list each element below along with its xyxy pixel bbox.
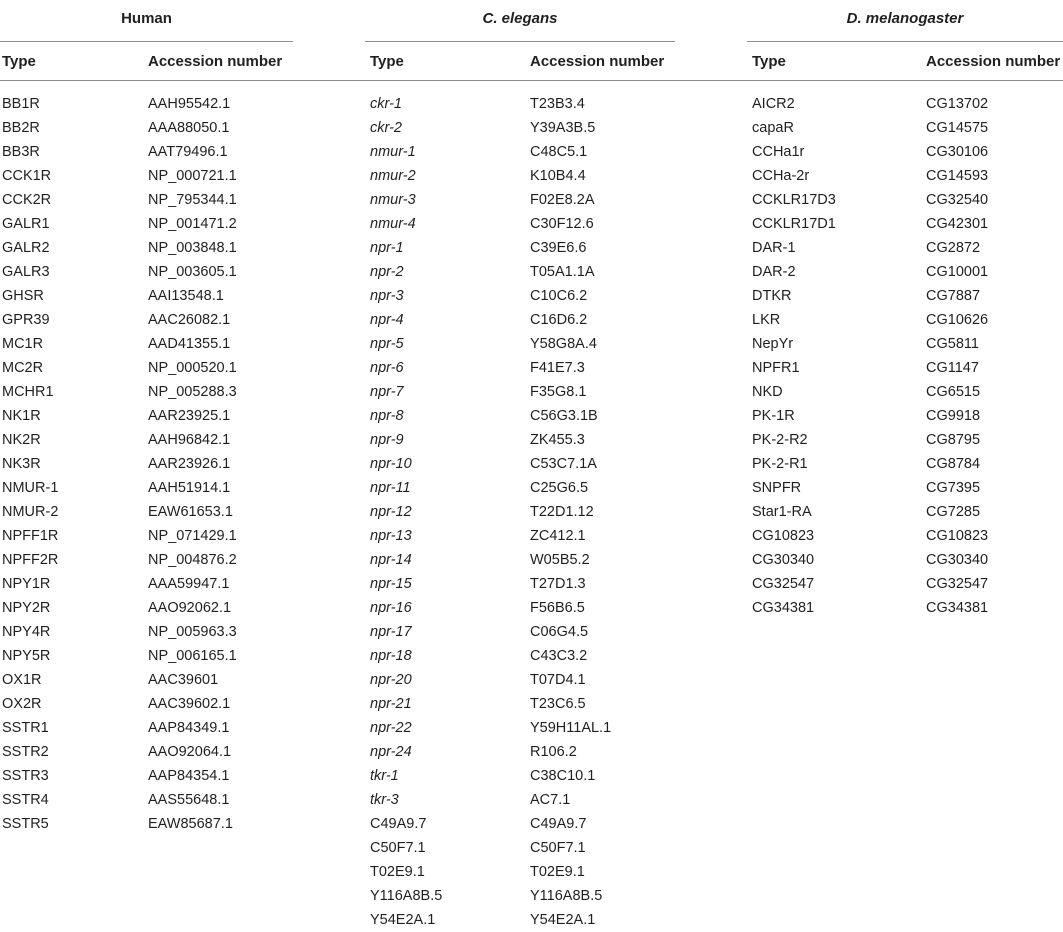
- accession-number-cell: NP_005288.3: [148, 384, 237, 400]
- receptor-type-cell: NPFF1R: [2, 528, 59, 544]
- accession-number-cell: AAP84354.1: [148, 768, 230, 784]
- receptor-type-cell: NPY4R: [2, 624, 51, 640]
- accession-number-cell: CG7887: [926, 288, 981, 304]
- accession-number-cell: NP_005963.3: [148, 624, 237, 640]
- accession-number-cell: EAW61653.1: [148, 504, 233, 520]
- receptor-type-cell: NK3R: [2, 456, 41, 472]
- accession-number-cell: C16D6.2: [530, 312, 588, 328]
- accession-number-cell: Y54E2A.1: [530, 912, 596, 928]
- receptor-type-cell: NepYr: [752, 336, 794, 352]
- accession-number-cell: AAA59947.1: [148, 576, 230, 592]
- receptor-type-cell: SSTR5: [2, 816, 49, 832]
- receptor-type-cell: PK-1R: [752, 408, 795, 424]
- accession-column-d-melanogaster: [926, 92, 988, 620]
- accession-number-cell: F35G8.1: [530, 384, 587, 400]
- receptor-type-cell: GALR1: [2, 216, 50, 232]
- receptor-type-cell: NPY2R: [2, 600, 51, 616]
- accession-number-cell: AAH51914.1: [148, 480, 231, 496]
- group-header-d-melanogaster: D. melanogaster: [846, 10, 964, 27]
- receptor-type-cell: npr-3: [370, 288, 404, 304]
- receptor-type-cell: npr-5: [370, 336, 404, 352]
- receptor-type-cell: CG32547: [752, 576, 815, 592]
- receptor-type-cell: npr-20: [370, 672, 412, 688]
- accession-number-cell: AAH96842.1: [148, 432, 231, 448]
- accession-number-cell: C56G3.1B: [530, 408, 598, 424]
- type-column-c-elegans: [370, 92, 442, 932]
- receptor-type-cell: CG34381: [752, 600, 815, 616]
- receptor-type-cell: C50F7.1: [370, 840, 426, 856]
- receptor-type-cell: npr-21: [370, 696, 412, 712]
- receptor-type-cell: nmur-1: [370, 144, 416, 160]
- accession-number-cell: CG8795: [926, 432, 981, 448]
- accession-number-cell: AAR23926.1: [148, 456, 231, 472]
- receptor-type-cell: GALR2: [2, 240, 50, 256]
- type-column-human: [2, 92, 58, 836]
- receptor-type-cell: PK-2-R1: [752, 456, 808, 472]
- accession-number-cell: C25G6.5: [530, 480, 589, 496]
- accession-number-cell: CG14593: [926, 168, 989, 184]
- accession-number-cell: CG9918: [926, 408, 981, 424]
- receptor-type-cell: nmur-3: [370, 192, 416, 208]
- accession-number-cell: CG13702: [926, 96, 989, 112]
- accession-number-cell: W05B5.2: [530, 552, 590, 568]
- receptor-type-cell: Y54E2A.1: [370, 912, 436, 928]
- receptor-type-cell: SNPFR: [752, 480, 802, 496]
- receptor-type-cell: npr-13: [370, 528, 412, 544]
- receptor-type-cell: NPFF2R: [2, 552, 59, 568]
- receptor-type-cell: capaR: [752, 120, 794, 136]
- receptor-type-cell: CG10823: [752, 528, 815, 544]
- receptor-type-cell: CG30340: [752, 552, 815, 568]
- receptor-type-cell: SSTR3: [2, 768, 49, 784]
- accession-number-cell: AAO92062.1: [148, 600, 232, 616]
- receptor-type-cell: npr-14: [370, 552, 412, 568]
- accession-number-cell: CG8784: [926, 456, 981, 472]
- column-header-accession: Accession number: [926, 53, 1061, 70]
- receptor-type-cell: npr-2: [370, 264, 404, 280]
- accession-number-cell: CG10001: [926, 264, 989, 280]
- accession-number-cell: NP_006165.1: [148, 648, 237, 664]
- accession-number-cell: CG30340: [926, 552, 989, 568]
- receptor-type-cell: npr-11: [370, 480, 411, 496]
- accession-number-cell: NP_003848.1: [148, 240, 237, 256]
- receptor-type-cell: BB2R: [2, 120, 40, 136]
- accession-number-cell: AAC39602.1: [148, 696, 231, 712]
- accession-number-cell: AAS55648.1: [148, 792, 230, 808]
- accession-number-cell: NP_000721.1: [148, 168, 237, 184]
- receptor-type-cell: npr-8: [370, 408, 404, 424]
- accession-number-cell: CG10626: [926, 312, 989, 328]
- accession-number-cell: C48C5.1: [530, 144, 588, 160]
- accession-number-cell: AAD41355.1: [148, 336, 231, 352]
- column-header-accession: Accession number: [530, 53, 665, 70]
- accession-number-cell: T05A1.1A: [530, 264, 595, 280]
- receptor-type-cell: NK2R: [2, 432, 41, 448]
- accession-number-cell: NP_000520.1: [148, 360, 237, 376]
- group-rule-human: [0, 41, 293, 42]
- accession-number-cell: AAP84349.1: [148, 720, 230, 736]
- accession-number-cell: C49A9.7: [530, 816, 587, 832]
- receptor-type-cell: MCHR1: [2, 384, 54, 400]
- accession-number-cell: F56B6.5: [530, 600, 585, 616]
- receptor-type-cell: npr-7: [370, 384, 404, 400]
- accession-number-cell: CG6515: [926, 384, 981, 400]
- receptor-type-cell: npr-12: [370, 504, 412, 520]
- accession-number-cell: NP_004876.2: [148, 552, 237, 568]
- column-header-accession: Accession number: [148, 53, 283, 70]
- receptor-type-cell: ckr-1: [370, 96, 402, 112]
- accession-number-cell: Y59H11AL.1: [530, 720, 612, 736]
- receptor-type-cell: tkr-3: [370, 792, 399, 808]
- receptor-type-cell: CCKLR17D3: [752, 192, 836, 208]
- accession-number-cell: AAC39601: [148, 672, 219, 688]
- receptor-type-cell: npr-9: [370, 432, 404, 448]
- group-rule-c-elegans: [365, 41, 675, 42]
- receptor-type-cell: CCKLR17D1: [752, 216, 836, 232]
- column-header-type: Type: [752, 53, 786, 70]
- receptor-type-cell: tkr-1: [370, 768, 399, 784]
- accession-number-cell: T07D4.1: [530, 672, 586, 688]
- accession-number-cell: R106.2: [530, 744, 577, 760]
- accession-number-cell: CG2872: [926, 240, 981, 256]
- receptor-type-cell: NPY5R: [2, 648, 51, 664]
- accession-number-cell: NP_795344.1: [148, 192, 237, 208]
- accession-number-cell: CG32547: [926, 576, 989, 592]
- accession-number-cell: ZK455.3: [530, 432, 585, 448]
- receptor-type-cell: NMUR-1: [2, 480, 59, 496]
- receptor-type-cell: CCK1R: [2, 168, 52, 184]
- column-header-type: Type: [370, 53, 404, 70]
- accession-number-cell: T22D1.12: [530, 504, 594, 520]
- receptor-type-cell: npr-18: [370, 648, 412, 664]
- receptor-type-cell: NPY1R: [2, 576, 51, 592]
- receptor-type-cell: npr-4: [370, 312, 404, 328]
- receptor-type-cell: OX1R: [2, 672, 42, 688]
- receptor-type-cell: Star1-RA: [752, 504, 812, 520]
- accession-number-cell: EAW85687.1: [148, 816, 233, 832]
- receptor-type-cell: ckr-2: [370, 120, 402, 136]
- accession-number-cell: CG32540: [926, 192, 989, 208]
- receptor-type-cell: LKR: [752, 312, 781, 328]
- type-column-d-melanogaster: [752, 92, 836, 620]
- accession-number-cell: C30F12.6: [530, 216, 594, 232]
- accession-number-cell: Y58G8A.4: [530, 336, 597, 352]
- receptor-type-cell: GHSR: [2, 288, 44, 304]
- accession-number-cell: F02E8.2A: [530, 192, 595, 208]
- accession-number-cell: T27D1.3: [530, 576, 586, 592]
- receptor-type-cell: BB3R: [2, 144, 40, 160]
- accession-number-cell: T23C6.5: [530, 696, 586, 712]
- group-header-human: Human: [121, 10, 172, 27]
- accession-number-cell: NP_071429.1: [148, 528, 237, 544]
- receptor-type-cell: DAR-1: [752, 240, 796, 256]
- accession-number-cell: NP_003605.1: [148, 264, 237, 280]
- accession-number-cell: T23B3.4: [530, 96, 585, 112]
- receptor-type-cell: npr-15: [370, 576, 412, 592]
- accession-number-cell: AAA88050.1: [148, 120, 230, 136]
- receptor-type-cell: C49A9.7: [370, 816, 427, 832]
- receptor-type-cell: NMUR-2: [2, 504, 59, 520]
- accession-number-cell: AAH95542.1: [148, 96, 231, 112]
- receptor-type-cell: nmur-2: [370, 168, 416, 184]
- accession-number-cell: AAO92064.1: [148, 744, 232, 760]
- receptor-type-cell: MC1R: [2, 336, 44, 352]
- receptor-type-cell: NKD: [752, 384, 783, 400]
- accession-number-cell: Y39A3B.5: [530, 120, 596, 136]
- accession-number-cell: K10B4.4: [530, 168, 586, 184]
- accession-number-cell: CG34381: [926, 600, 989, 616]
- accession-number-cell: C50F7.1: [530, 840, 586, 856]
- accession-number-cell: C06G4.5: [530, 624, 589, 640]
- accession-number-cell: AAR23925.1: [148, 408, 231, 424]
- receptor-type-cell: CCHa-2r: [752, 168, 810, 184]
- receptor-type-cell: nmur-4: [370, 216, 416, 232]
- receptor-type-cell: MC2R: [2, 360, 44, 376]
- accession-number-cell: AAC26082.1: [148, 312, 231, 328]
- accession-number-cell: AAT79496.1: [148, 144, 228, 160]
- accession-number-cell: CG7395: [926, 480, 981, 496]
- group-rule-d-melanogaster: [747, 41, 1063, 42]
- receptor-type-cell: npr-24: [370, 744, 412, 760]
- receptor-type-cell: npr-17: [370, 624, 412, 640]
- receptor-type-cell: NK1R: [2, 408, 41, 424]
- receptor-type-cell: npr-22: [370, 720, 412, 736]
- accession-number-cell: AAI13548.1: [148, 288, 224, 304]
- header-rule: [0, 80, 1063, 81]
- accession-number-cell: C10C6.2: [530, 288, 588, 304]
- column-header-type: Type: [2, 53, 36, 70]
- accession-column-c-elegans: [530, 92, 611, 932]
- receptor-type-cell: npr-10: [370, 456, 412, 472]
- receptor-type-cell: OX2R: [2, 696, 42, 712]
- receptor-type-cell: DAR-2: [752, 264, 796, 280]
- accession-number-cell: C53C7.1A: [530, 456, 597, 472]
- receptor-type-cell: npr-1: [370, 240, 404, 256]
- receptor-type-cell: DTKR: [752, 288, 792, 304]
- receptor-type-cell: CCHa1r: [752, 144, 805, 160]
- accession-number-cell: T02E9.1: [530, 864, 585, 880]
- receptor-type-cell: npr-6: [370, 360, 404, 376]
- receptor-type-cell: CCK2R: [2, 192, 52, 208]
- receptor-type-cell: SSTR2: [2, 744, 49, 760]
- receptor-type-cell: Y116A8B.5: [370, 888, 443, 904]
- accession-number-cell: CG10823: [926, 528, 989, 544]
- accession-number-cell: CG42301: [926, 216, 989, 232]
- group-header-c-elegans: C. elegans: [482, 10, 558, 27]
- accession-number-cell: CG7285: [926, 504, 981, 520]
- accession-number-cell: CG1147: [926, 360, 979, 376]
- receptor-type-cell: AICR2: [752, 96, 795, 112]
- receptor-type-cell: SSTR1: [2, 720, 49, 736]
- receptor-type-cell: T02E9.1: [370, 864, 425, 880]
- accession-number-cell: Y116A8B.5: [530, 888, 603, 904]
- receptor-type-cell: BB1R: [2, 96, 40, 112]
- receptor-type-cell: npr-16: [370, 600, 412, 616]
- receptor-type-cell: GPR39: [2, 312, 50, 328]
- receptor-type-cell: NPFR1: [752, 360, 800, 376]
- accession-number-cell: ZC412.1: [530, 528, 586, 544]
- accession-column-human: [148, 92, 237, 836]
- accession-number-cell: CG14575: [926, 120, 989, 136]
- receptor-type-cell: SSTR4: [2, 792, 49, 808]
- accession-number-cell: C38C10.1: [530, 768, 596, 784]
- accession-number-cell: F41E7.3: [530, 360, 585, 376]
- receptor-type-cell: PK-2-R2: [752, 432, 808, 448]
- accession-number-cell: CG30106: [926, 144, 989, 160]
- accession-number-cell: NP_001471.2: [148, 216, 237, 232]
- accession-number-cell: CG5811: [926, 336, 979, 352]
- accession-number-cell: C43C3.2: [530, 648, 588, 664]
- accession-number-cell: AC7.1: [530, 792, 571, 808]
- accession-number-cell: C39E6.6: [530, 240, 587, 256]
- receptor-type-cell: GALR3: [2, 264, 50, 280]
